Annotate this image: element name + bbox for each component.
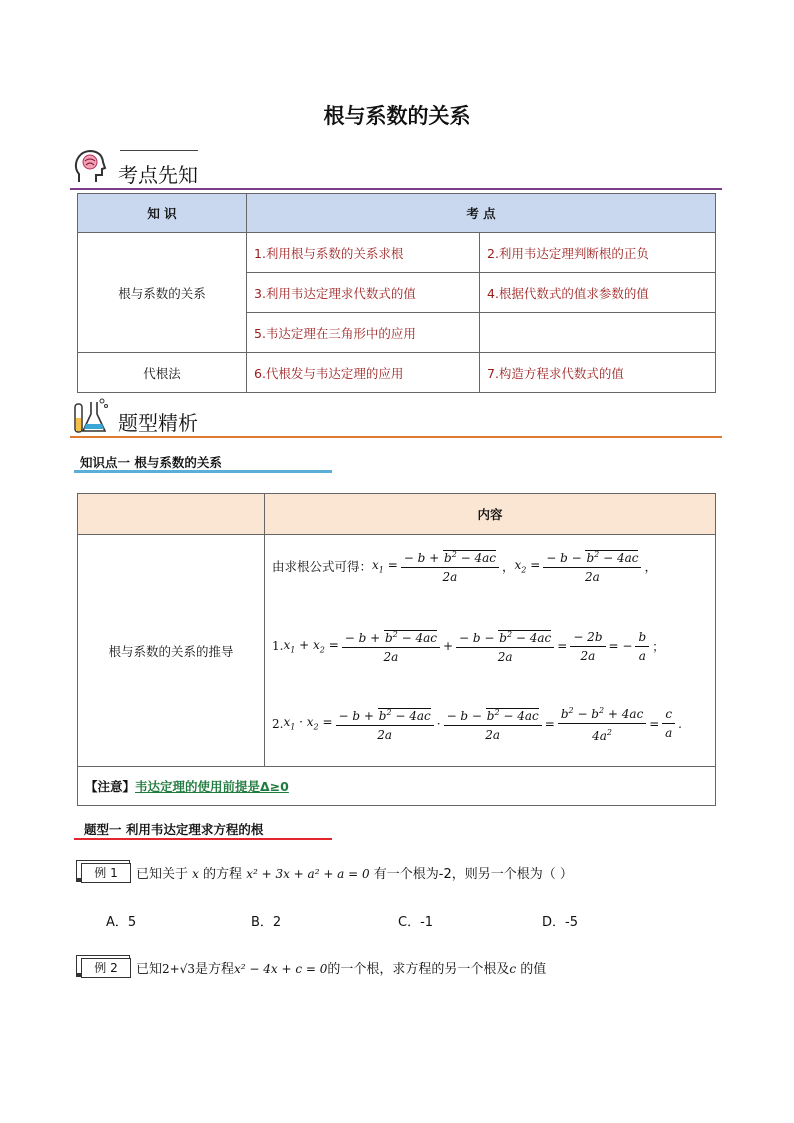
math-var: x [192, 867, 199, 881]
flask-icon [72, 396, 112, 436]
topic-item: 2.利用韦达定理判断根的正负 [480, 233, 716, 273]
text-fragment: 有一个根为-2，则另一个根为（ ） [369, 867, 573, 882]
note-label: 【注意】 [85, 779, 136, 794]
note-cell [78, 767, 716, 806]
topic-item: 1.利用根与系数的关系求根 [247, 233, 480, 273]
section-title: 题型精析 [118, 411, 198, 435]
math-number: 2+√3 [162, 962, 195, 976]
formula-prefix: 由求根公式可得： [272, 559, 373, 574]
heading-rule [120, 150, 198, 151]
text-fragment: 是方程 [195, 962, 235, 977]
topics-table [77, 193, 716, 393]
header-topics: 考 点 [247, 194, 716, 233]
row-label: 根与系数的关系的推导 [78, 535, 265, 767]
heading-underline [70, 188, 722, 190]
example-1-text [136, 863, 573, 882]
note-text: 韦达定理的使用前提是Δ≥0 [135, 779, 289, 794]
text-fragment: 已知关于 [136, 867, 193, 882]
question-type-underline [74, 838, 332, 840]
option-d[interactable]: D．-5 [542, 915, 578, 930]
math-equation: x² + 3x + a² + a = 0 [246, 867, 370, 881]
page-title: 根与系数的关系 [323, 104, 471, 128]
example-1-badge [76, 860, 130, 882]
empty-cell [480, 313, 716, 353]
topic-item: 6.代根发与韦达定理的应用 [247, 353, 480, 393]
example-label: 例 2 [81, 958, 131, 978]
section-title: 考点先知 [118, 163, 198, 187]
group-label: 代根法 [78, 353, 247, 393]
text-fragment: 的值 [516, 962, 547, 977]
question-type-title: 题型一 利用韦达定理求方程的根 [84, 822, 264, 837]
formula-sum-of-roots: 1. $x_1 + x_2$ = $\frac{- b + b^2 - 4ac}{2a}$ + $\frac{- b - b^2 - 4ac}{2a}$ = $\frac{- 2b}{2a}$ = − $\frac{b}{a}$ ； [272, 629, 665, 664]
topic-item: 7.构造方程求代数式的值 [480, 353, 716, 393]
topic-item: 5.韦达定理在三角形中的应用 [247, 313, 480, 353]
example-label: 例 1 [81, 863, 131, 883]
option-c[interactable]: C．-1 [398, 915, 434, 930]
header-content: 内容 [265, 494, 716, 535]
section-heading-kaodian [70, 148, 722, 190]
text-fragment: 的方程 [198, 867, 247, 882]
formula-quadratic-roots: 由求根公式可得： $x_1$ = $\frac{- b + b^2 - 4ac}{2a}$ ， $x_2$ = $\frac{- b - b^2 - 4ac}{2a}$ ， [272, 550, 657, 584]
math-var: c [509, 962, 517, 976]
empty-header [78, 494, 265, 535]
topic-item: 4.根据代数式的值求参数的值 [480, 273, 716, 313]
head-brain-icon [72, 148, 108, 186]
section-heading-tixing [70, 396, 722, 438]
heading-underline [70, 436, 722, 438]
header-knowledge: 知 识 [78, 194, 247, 233]
group-label: 根与系数的关系 [78, 233, 247, 353]
option-a[interactable]: A．5 [106, 915, 137, 930]
topic-item: 3.利用韦达定理求代数式的值 [247, 273, 480, 313]
math-equation: x² − 4x + c = 0 [234, 962, 328, 976]
text-fragment: 已知 [136, 962, 163, 977]
example-2-badge [76, 955, 130, 977]
formula-product-of-roots: 2. $x_1 \cdot x_2$ = $\frac{- b + b^2 - 4ac}{2a}$ · $\frac{- b - b^2 - 4ac}{2a}$ = $\frac{b^2 - b^2 + 4ac}{4a^2}$ = $\frac{c}{a}$ . [272, 706, 682, 743]
option-b[interactable]: B．2 [251, 915, 282, 930]
knowledge-point-title: 知识点一 根与系数的关系 [80, 455, 222, 470]
example-2-text [136, 958, 546, 977]
knowledge-point-underline [74, 470, 332, 473]
text-fragment: 的一个根，求方程的另一个根及 [327, 962, 510, 977]
